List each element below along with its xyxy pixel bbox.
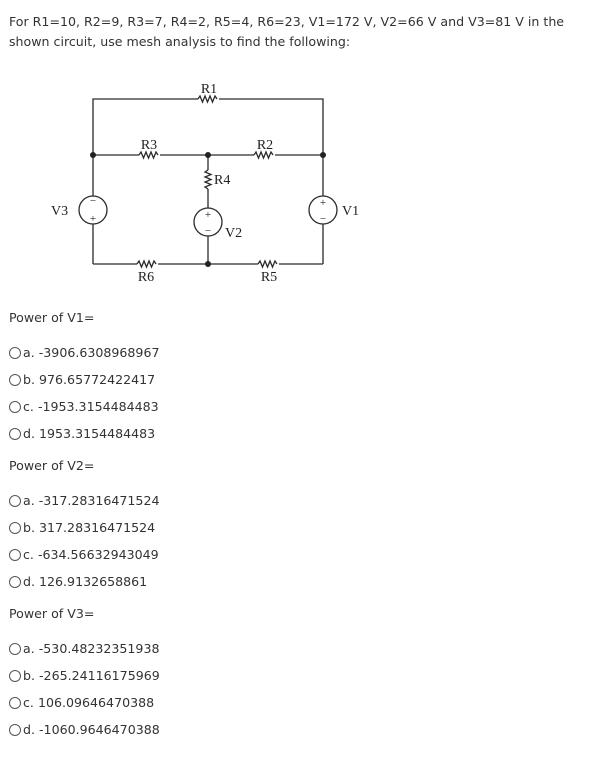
option-a[interactable] [9,339,159,366]
r2-label: R2 [256,138,274,153]
r5-resistor [258,261,277,267]
radio-button[interactable] [9,347,21,359]
v1-label: V1 [342,204,360,219]
option-c[interactable] [9,689,160,716]
option-letter: b. [23,372,35,387]
option-letter: a. [23,493,35,508]
node-dot [320,152,326,158]
r6-label: R6 [137,270,155,285]
radio-button[interactable] [9,495,21,507]
r4-label: R4 [214,173,231,188]
option-value: -317.28316471524 [38,493,160,508]
option-b[interactable] [9,366,159,393]
v1-minus: − [319,213,327,225]
radio-button[interactable] [9,576,21,588]
v2-minus: − [204,225,212,237]
node-dot [90,152,96,158]
radio-button[interactable] [9,522,21,534]
option-letter: c. [23,547,34,562]
option-value: 126.9132658861 [39,574,148,589]
option-b[interactable] [9,662,160,689]
option-value: -634.56632943049 [37,547,159,562]
v3-label: V3 [51,204,69,219]
node-dot [205,152,211,158]
option-value: -1060.9646470388 [39,722,160,737]
option-value: -1953.3154484483 [37,399,159,414]
option-value: -530.48232351938 [38,641,160,656]
v3-plus: + [89,213,97,225]
v3-minus: − [89,195,97,207]
option-value: 317.28316471524 [39,520,156,535]
option-letter: d. [23,722,35,737]
option-letter: d. [23,574,35,589]
option-c[interactable] [9,541,159,568]
radio-button[interactable] [9,428,21,440]
question-v2 [9,456,159,595]
option-a[interactable] [9,487,159,514]
r1-label: R1 [200,82,218,97]
v1-plus: + [319,197,327,209]
option-value: 1953.3154484483 [39,426,156,441]
r5-label: R5 [260,270,278,285]
option-letter: a. [23,641,35,656]
question-label: Power of V1= [9,310,95,325]
option-letter: b. [23,668,35,683]
question-v3 [9,604,160,743]
option-a[interactable] [9,635,160,662]
radio-button[interactable] [9,374,21,386]
question-v1 [9,308,159,447]
option-c[interactable] [9,393,159,420]
node-dot [205,261,211,267]
option-d[interactable] [9,420,159,447]
radio-button[interactable] [9,549,21,561]
radio-button[interactable] [9,697,21,709]
option-letter: c. [23,695,34,710]
option-letter: d. [23,426,35,441]
radio-button[interactable] [9,724,21,736]
option-letter: b. [23,520,35,535]
option-value: -3906.6308968967 [38,345,160,360]
r6-resistor [137,261,156,267]
option-value: -265.24116175969 [39,668,160,683]
option-value: 106.09646470388 [37,695,155,710]
question-prompt: For R1=10, R2=9, R3=7, R4=2, R5=4, R6=23, V1=172 V, V2=66 V and V3=81 V in the shown circuit, use mesh analysis to find the following: [9,14,565,49]
r4-resistor [205,170,211,189]
radio-button[interactable] [9,670,21,682]
question-label: Power of V3= [9,606,95,621]
question-label: Power of V2= [9,458,95,473]
radio-button[interactable] [9,643,21,655]
option-letter: a. [23,345,35,360]
radio-button[interactable] [9,401,21,413]
v2-label: V2 [225,226,243,241]
option-d[interactable] [9,568,159,595]
option-value: 976.65772422417 [39,372,156,387]
v2-plus: + [204,209,212,221]
option-d[interactable] [9,716,160,743]
option-letter: c. [23,399,34,414]
circuit-diagram [0,0,600,300]
r3-label: R3 [140,138,158,153]
option-b[interactable] [9,514,159,541]
